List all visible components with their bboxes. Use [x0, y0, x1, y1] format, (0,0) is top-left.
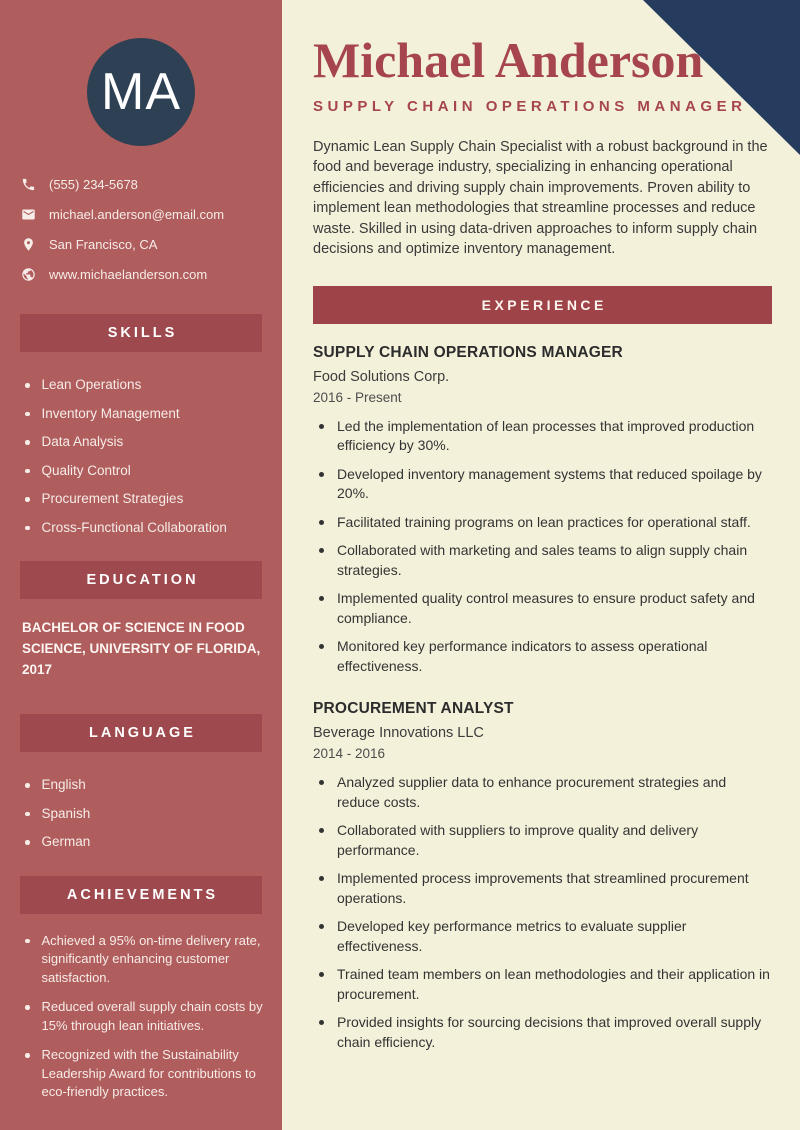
bullet-dot-icon: [25, 526, 30, 531]
sidebar: [0, 0, 282, 1130]
language-section-title: LANGUAGE: [89, 725, 196, 741]
language-label: German: [41, 834, 91, 849]
job-bullet-item: [319, 869, 772, 908]
contact-row[interactable]: [20, 266, 262, 282]
skills-list: [0, 376, 282, 537]
bullet-dot-icon: [25, 1053, 30, 1058]
bullet-dot-icon: [319, 924, 324, 929]
bullet-dot-icon: [319, 472, 324, 477]
job-bullet-text: Facilitated training programs on lean practices for operational staff.: [337, 513, 751, 530]
job-bullet-list: [313, 417, 772, 677]
job-bullet-item: [319, 1013, 772, 1052]
skill-item: [25, 519, 264, 538]
contact-text: www.michaelanderson.com: [49, 266, 208, 282]
bullet-dot-icon: [319, 780, 324, 785]
language-item: [25, 833, 264, 852]
bullet-dot-icon: [25, 812, 30, 817]
bullet-dot-icon: [25, 469, 30, 474]
achievement-text: Recognized with the Sustainability Leadership Award for contributions to eco-friendly practices.: [41, 1047, 256, 1099]
language-item: [25, 805, 264, 824]
job-bullet-text: Led the implementation of lean processes that improved production efficiency by 30%.: [337, 417, 755, 453]
person-job-title: SUPPLY CHAIN OPERATIONS MANAGER: [313, 97, 747, 115]
job-bullet-item: [319, 821, 772, 860]
skill-item: [25, 462, 264, 481]
job-bullet-item: [319, 417, 772, 456]
job-bullet-text: Trained team members on lean methodologies and their application in procurement.: [337, 966, 770, 1002]
bullet-dot-icon: [25, 440, 30, 445]
skill-item: [25, 490, 264, 509]
skill-label: Quality Control: [41, 462, 131, 478]
skill-label: Procurement Strategies: [41, 491, 184, 506]
job-bullet-item: [319, 513, 772, 533]
language-list: [0, 776, 282, 852]
skill-item: [25, 405, 264, 424]
education-section-header: [20, 561, 262, 599]
job-bullet-list: [313, 773, 772, 1052]
job-title: SUPPLY CHAIN OPERATIONS MANAGER: [313, 343, 623, 361]
bullet-dot-icon: [319, 972, 324, 977]
job-bullet-text: Collaborated with suppliers to improve quality and delivery performance.: [337, 822, 699, 858]
job-bullet-text: Monitored key performance indicators to assess operational effectiveness.: [337, 638, 708, 674]
experience-section-title: EXPERIENCE: [481, 296, 607, 313]
job-bullet-text: Provided insights for sourcing decisions that improved overall supply chain efficiency.: [337, 1014, 762, 1050]
job-bullet-item: [319, 589, 772, 628]
contact-row[interactable]: [20, 176, 262, 192]
skill-label: Cross-Functional Collaboration: [41, 519, 227, 535]
achievement-text: Reduced overall supply chain costs by 15% through lean initiatives.: [41, 999, 263, 1033]
job-bullet-text: Implemented process improvements that streamlined procurement operations.: [337, 870, 749, 906]
achievements-list: [0, 932, 282, 1102]
achievements-section-header: [20, 876, 262, 914]
job-bullet-item: [319, 773, 772, 812]
achievement-item: [25, 1046, 264, 1102]
language-section-header: [20, 714, 262, 752]
contact-text: San Francisco, CA: [49, 236, 158, 252]
job-dates: 2014 - 2016: [313, 746, 386, 761]
job-entry: [313, 700, 772, 1052]
job-title: PROCUREMENT ANALYST: [313, 700, 514, 717]
location-icon: [20, 236, 36, 252]
bullet-dot-icon: [319, 424, 324, 429]
job-company: Beverage Innovations LLC: [313, 725, 484, 741]
globe-icon: [20, 266, 36, 282]
language-label: English: [41, 777, 86, 792]
achievement-item: [25, 998, 264, 1035]
contact-text: michael.anderson@email.com: [49, 206, 225, 222]
language-label: Spanish: [41, 805, 91, 821]
bullet-dot-icon: [25, 939, 30, 944]
job-bullet-text: Developed inventory management systems that reduced spoilage by 20%.: [337, 465, 762, 501]
contact-list: [0, 176, 282, 282]
email-icon: [20, 206, 36, 222]
bullet-dot-icon: [319, 520, 324, 525]
job-company: Food Solutions Corp.: [313, 368, 450, 385]
bullet-dot-icon: [319, 876, 324, 881]
experience-section-header: [313, 286, 772, 324]
language-item: [25, 776, 264, 795]
bullet-dot-icon: [25, 497, 30, 502]
main-content: [282, 0, 800, 1130]
achievements-section-title: ACHIEVEMENTS: [66, 886, 219, 903]
skill-label: Inventory Management: [41, 405, 180, 421]
skills-section-title: SKILLS: [107, 325, 178, 341]
contact-row[interactable]: [20, 236, 262, 252]
avatar-initials: MA: [101, 63, 181, 121]
bullet-dot-icon: [319, 1020, 324, 1025]
bullet-dot-icon: [25, 383, 30, 388]
avatar: [87, 38, 195, 146]
job-bullet-item: [319, 637, 772, 676]
skill-label: Data Analysis: [41, 434, 124, 449]
bullet-dot-icon: [25, 840, 30, 845]
job-bullet-text: Collaborated with marketing and sales teams to align supply chain strategies.: [337, 542, 748, 578]
job-bullet-text: Developed key performance metrics to evaluate supplier effectiveness.: [337, 918, 687, 954]
skill-item: [25, 376, 264, 395]
person-name: Michael Anderson: [313, 32, 704, 88]
job-dates: 2016 - Present: [313, 389, 402, 405]
summary-paragraph: Dynamic Lean Supply Chain Specialist with a robust background in the food and beverage industry, specializing in enhancing operational efficiencies and driving supply chain improvements. Proven ability to implement lean methodologies that streamline processes and reduce waste. Skilled in using data-driven approaches to inform supply chain decisions and optimize inventory management.: [313, 138, 768, 257]
skill-item: [25, 433, 264, 452]
phone-icon: [20, 176, 36, 192]
bullet-dot-icon: [319, 548, 324, 553]
bullet-dot-icon: [319, 596, 324, 601]
bullet-dot-icon: [319, 828, 324, 833]
job-entry: [313, 344, 772, 677]
job-bullet-text: Analyzed supplier data to enhance procurement strategies and reduce costs.: [337, 774, 727, 810]
job-bullet-item: [319, 965, 772, 1004]
bullet-dot-icon: [25, 412, 30, 417]
job-bullet-item: [319, 541, 772, 580]
contact-text: (555) 234-5678: [49, 176, 138, 192]
achievement-text: Achieved a 95% on-time delivery rate, significantly enhancing customer satisfaction.: [41, 932, 261, 985]
skill-label: Lean Operations: [41, 377, 142, 392]
achievement-item: [25, 932, 264, 988]
job-bullet-text: Implemented quality control measures to ensure product safety and compliance.: [337, 590, 755, 626]
job-bullet-item: [319, 917, 772, 956]
bullet-dot-icon: [25, 1005, 30, 1010]
education-text: BACHELOR OF SCIENCE IN FOOD SCIENCE, UNIVERSITY OF FLORIDA, 2017: [22, 620, 261, 677]
bullet-dot-icon: [319, 644, 324, 649]
job-bullet-item: [319, 465, 772, 504]
bullet-dot-icon: [25, 783, 30, 788]
corner-triangle-decoration: [643, 0, 800, 155]
contact-row[interactable]: [20, 206, 262, 222]
education-section-title: EDUCATION: [86, 572, 199, 588]
skills-section-header: [20, 314, 262, 352]
